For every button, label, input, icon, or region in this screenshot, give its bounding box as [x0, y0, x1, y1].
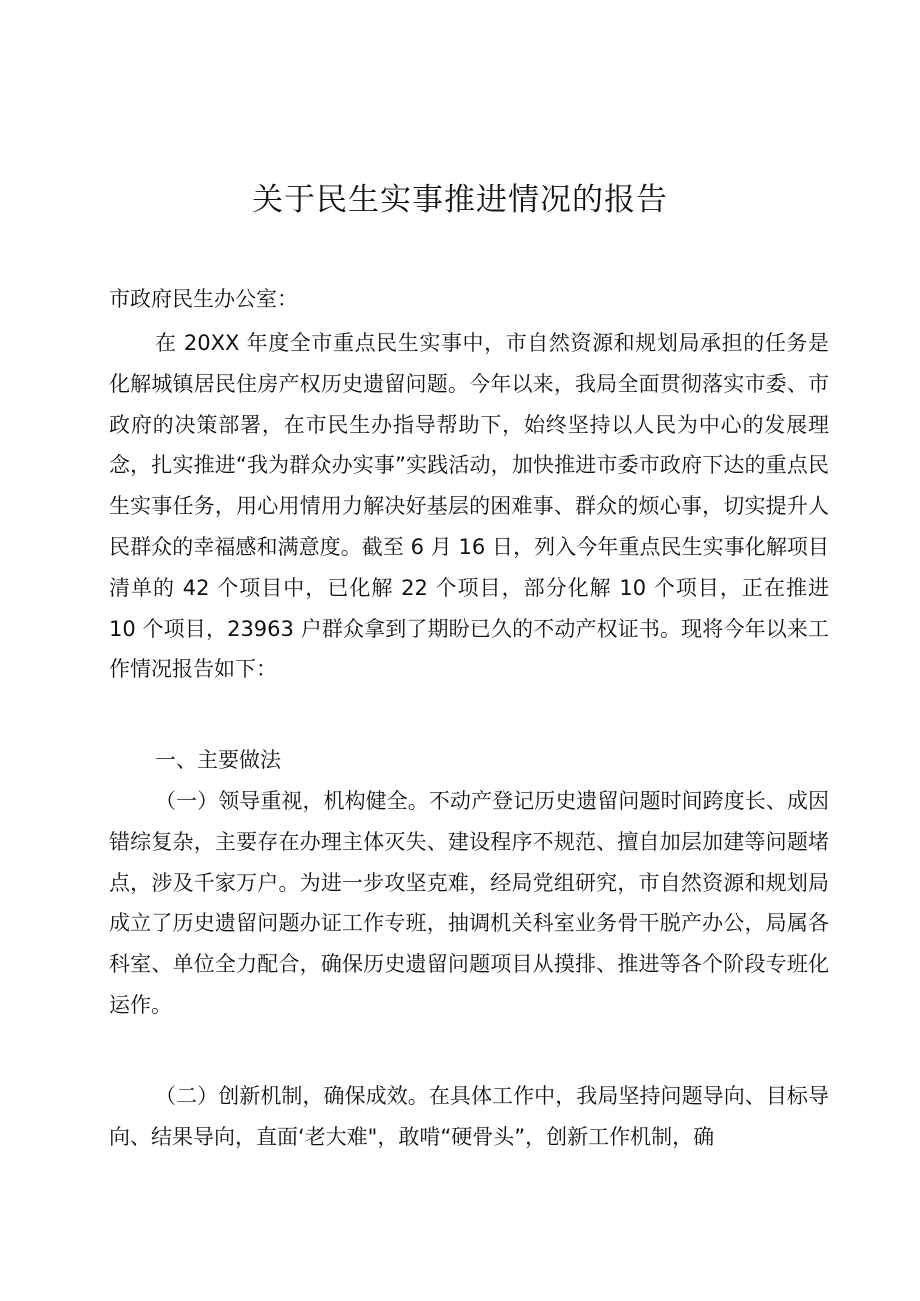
- body-paragraph-innovation: （二）创新机制，确保成效。在具体工作中，我局坚持问题导向、目标导向、结果导向，直面‘老大难"，敢啃“硬骨头”，创新工作机制，确: [109, 1084, 829, 1149]
- section-heading-main-practices: 一、主要做法: [155, 748, 281, 772]
- body-paragraph-leadership: （一）领导重视，机构健全。不动产登记历史遗留问题时间跨度长、成因错综复杂，主要存在办理主体灭失、建设程序不规范、擅自加层加建等问题堵点，涉及千家万户。为进一步攻坚克难，经局党组研究，市自然资源和规划局成立了历史遗留问题办证工作专班，抽调机关科室业务骨干脱产办公，局属各科室、单位全力配合，确保历史遗留问题项目从摸排、推进等各个阶段专班化运作。: [109, 789, 829, 1017]
- salutation: 市政府民生办公室：: [109, 287, 298, 311]
- document-title: 关于民生实事推进情况的报告: [252, 182, 668, 218]
- body-paragraph-intro: 在 20XX 年度全市重点民生实事中，市自然资源和规划局承担的任务是化解城镇居民住房产权历史遗留问题。今年以来，我局全面贯彻落实市委、市政府的决策部署，在市民生办指导帮助下，始终坚持以人民为中心的发展理念，扎实推进“我为群众办实事”实践活动，加快推进市委市政府下达的重点民生实事任务，用心用情用力解决好基层的困难事、群众的烦心事，切实提升人民群众的幸福感和满意度。截至 6 月 16 日，列入今年重点民生实事化解项目清单的 42 个项目中，已化解 22 个项目，部分化解 10 个项目，正在推进 10 个项目，23963 户群众拿到了期盼已久的不动产权证书。现将今年以来工作情况报告如下：: [109, 331, 829, 682]
